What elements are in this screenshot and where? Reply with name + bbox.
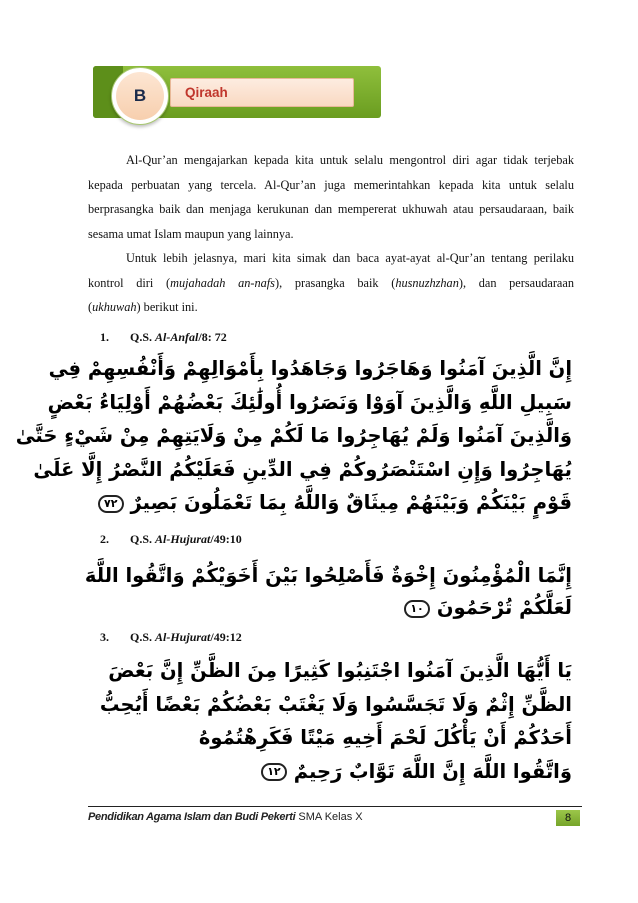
para2-line-1-text: Untuk lebih jelasnya, mari kita simak dan baca ayat-ayat al-Qur’an tentang perilaku bbox=[126, 251, 574, 265]
verse-2-number: 2. bbox=[100, 532, 109, 546]
verse-2-surah: Al-Hujurat bbox=[155, 532, 211, 546]
verse-3-line-3: أَحَدُكُمْ أَنْ يَأْكُلَ لَحْمَ أَخِيهِ مَيْتًا فَكَرِهْتُمُوهُ bbox=[198, 726, 572, 749]
verse-3-ref-prefix: Q.S. bbox=[130, 630, 156, 644]
verse-1-line-3: وَالَّذِينَ آمَنُوا وَلَمْ يُهَاجِرُوا مَا لَكُمْ مِنْ وَلَايَتِهِمْ مِنْ شَيْءٍ حَتَّىٰ bbox=[15, 424, 572, 447]
verse-3-line-4 bbox=[112, 755, 572, 789]
verse-3-arabic bbox=[99, 654, 572, 788]
verse-3-line-1: يَا أَيُّهَا الَّذِينَ آمَنُوا اجْتَنِبُوا كَثِيرًا مِنَ الظَّنِّ إِنَّ بَعْضَ bbox=[108, 659, 572, 682]
footer-book-title-bold: Pendidikan Agama Islam dan Budi Pekerti bbox=[88, 811, 296, 823]
verse-3-number: 3. bbox=[100, 630, 109, 644]
para1-line-4 bbox=[88, 222, 574, 247]
para1-line-3-text: berprasangka baik dan menjaga kerukunan dan mempererat ukhuwah atau persaudaraan, baik bbox=[88, 202, 574, 217]
para2-text-g: ) berikut ini. bbox=[136, 300, 198, 315]
verse-1-ref-suffix: /8: 72 bbox=[198, 330, 227, 344]
verse-2-ref-prefix: Q.S. bbox=[130, 532, 156, 546]
footer-book-title-class: SMA Kelas X bbox=[295, 811, 363, 823]
para1-line-1 bbox=[88, 148, 574, 173]
para2-text-e: ), dan persaudaraan bbox=[458, 275, 575, 290]
verse-1-reference bbox=[130, 330, 227, 345]
verse-2-line-1: إِنَّمَا الْمُؤْمِنُونَ إِخْوَةٌ فَأَصْلِحُوا بَيْنَ أَخَوَيْكُمْ وَاتَّقُوا اللَّهَ bbox=[84, 564, 572, 587]
section-letter-badge bbox=[111, 67, 169, 125]
verse-1-ref-prefix: Q.S. bbox=[130, 330, 156, 344]
verse-2-line-2-text: لَعَلَّكُمْ تُرْحَمُونَ bbox=[436, 596, 572, 619]
verse-1-line-4: يُهَاجِرُوا وَإِنِ اسْتَنْصَرُوكُمْ فِي الدِّينِ فَعَلَيْكُمُ النَّصْرُ إِلَّا عَلَىٰ bbox=[33, 457, 572, 481]
para2-line-1 bbox=[88, 246, 574, 271]
para2-line-2 bbox=[88, 271, 574, 296]
verse-1-arabic bbox=[15, 352, 572, 520]
section-title: Qiraah bbox=[170, 78, 354, 107]
intro-paragraph-1 bbox=[88, 148, 574, 246]
para2-line-3 bbox=[88, 295, 574, 320]
verse-3-surah: Al-Hujurat bbox=[155, 630, 211, 644]
verse-1-line-5-text: قَوْمٍ بَيْنَكُمْ وَبَيْنَهُمْ مِيثَاقٌ وَاللَّهُ بِمَا تَعْمَلُونَ بَصِيرٌ bbox=[130, 491, 572, 514]
term-husnuzhzhan: husnuzhzhan bbox=[395, 275, 459, 290]
verse-1-number: 1. bbox=[100, 330, 109, 344]
term-mujahadah: mujahadah an-nafs bbox=[170, 275, 275, 290]
verse-2-reference bbox=[130, 532, 242, 547]
verse-3-line-2: الظَّنِّ إِثْمٌ وَلَا تَجَسَّسُوا وَلَا يَغْتَبْ بَعْضُكُمْ بَعْضًا أَيُحِبُّ bbox=[99, 692, 572, 716]
verse-1-surah: Al-Anfal bbox=[155, 330, 199, 344]
verse-1-line-5 bbox=[104, 486, 572, 520]
verse-3-ref-suffix: /49:12 bbox=[210, 630, 242, 644]
para2-text-c: ), prasangka baik ( bbox=[274, 275, 396, 290]
para2-text-f: ( bbox=[88, 300, 93, 315]
verse-2-line-2 bbox=[132, 592, 572, 624]
section-banner bbox=[93, 62, 381, 126]
para1-line-3 bbox=[88, 197, 574, 222]
verse-3-line-4-text: وَاتَّقُوا اللَّهَ إِنَّ اللَّهَ تَوَّابٌ رَحِيمٌ bbox=[293, 759, 572, 783]
page-number: 8 bbox=[556, 810, 580, 826]
section-letter: B bbox=[116, 72, 164, 120]
verse-3-reference bbox=[130, 630, 242, 645]
verse-2-arabic bbox=[84, 560, 572, 624]
footer-rule bbox=[88, 806, 582, 807]
para1-line-4-text: sesama umat Islam maupun yang lainnya. bbox=[88, 226, 294, 241]
verse-1-line-2: سَبِيلِ اللَّهِ وَالَّذِينَ آوَوْا وَنَصَرُوا أُولَٰئِكَ بَعْضُهُمْ أَوْلِيَاءُ بَعْضٍ bbox=[47, 390, 572, 414]
intro-paragraph-2 bbox=[88, 246, 574, 320]
footer-book-title bbox=[88, 811, 363, 823]
para1-line-2 bbox=[88, 173, 574, 198]
para1-line-1-text: Al-Qur’an mengajarkan kepada kita untuk selalu mengontrol diri agar tidak terjebak bbox=[126, 153, 574, 167]
ayah-end-marker-icon: ٧٢ bbox=[98, 495, 124, 513]
verse-2-ref-suffix: /49:10 bbox=[210, 532, 242, 546]
ayah-end-marker-icon: ١٠ bbox=[404, 600, 430, 618]
para1-line-2-text: kepada perbuatan yang tercela. Al-Qur’an juga memerintahkan kepada kita untuk selalu bbox=[88, 177, 574, 192]
verse-1-line-1: إِنَّ الَّذِينَ آمَنُوا وَهَاجَرُوا وَجَاهَدُوا بِأَمْوَالِهِمْ وَأَنْفُسِهِمْ فِي bbox=[48, 357, 572, 380]
para2-text-a: kontrol diri ( bbox=[88, 275, 171, 290]
term-ukhuwah: ukhuwah bbox=[92, 300, 137, 315]
ayah-end-marker-icon: ١٢ bbox=[261, 763, 287, 781]
